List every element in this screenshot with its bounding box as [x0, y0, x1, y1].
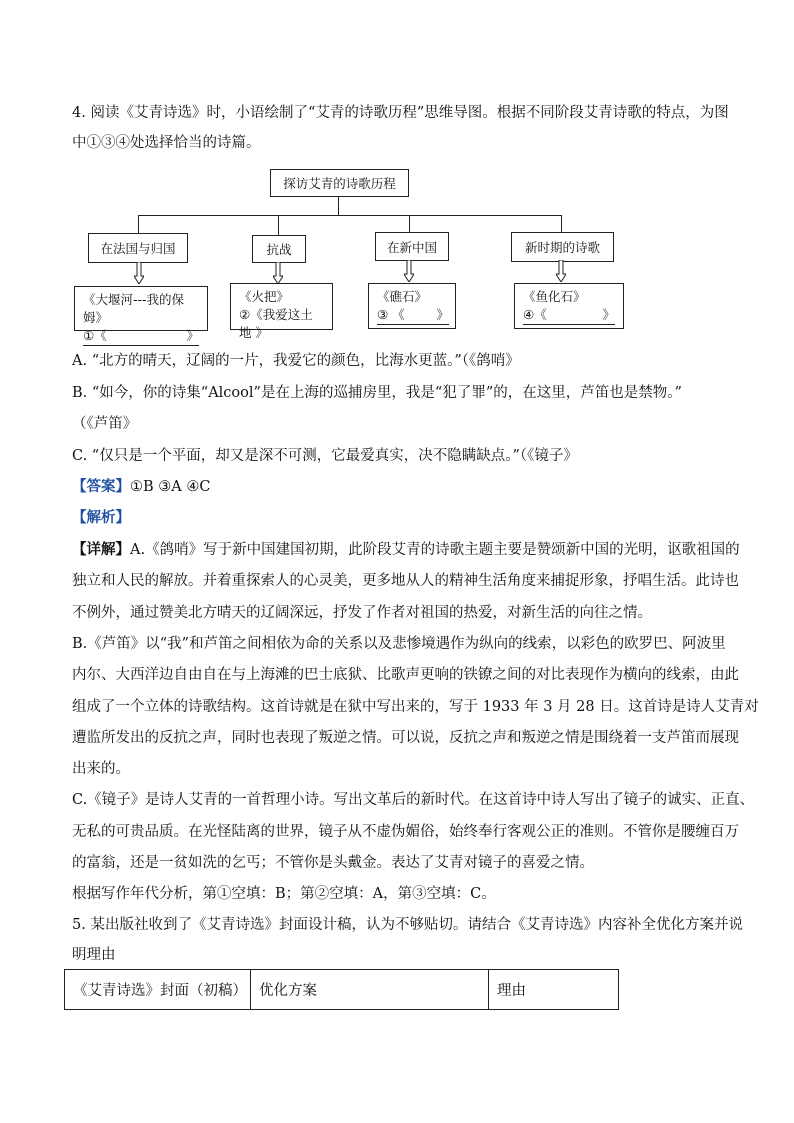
detail-line-4: B.《芦笛》以“我”和芦笛之间相依为命的关系以及悲惨境遇作为纵向的线索，以彩色的欧罗巴、阿波里 [72, 636, 726, 652]
stage-war: 抗战 [252, 235, 306, 263]
poem-1-title: 《大堰河---我的保姆》 [83, 292, 185, 325]
connector [278, 215, 279, 235]
connector [138, 215, 562, 216]
poem-box-2 [230, 283, 333, 340]
q5-table [64, 969, 619, 1010]
detail-line-10: 无私的可贵品质。在光怪陆离的世界，镜子从不虚伪媚俗，始终奉行客观公正的准则。不管你是腰缠百万 [72, 824, 739, 840]
poem-box-4 [514, 283, 624, 329]
option-b-line1: B. “如今，你的诗集“Alcool”是在上海的巡捕房里，我是“犯了罪”的，在这里，芦笛也是禁物。” [72, 385, 682, 401]
poem-2-title: 《火把》 [239, 289, 290, 304]
q5-stem-line1: 5. 某出版社收到了《艾青诗选》封面设计稿，认为不够贴切。请结合《艾青诗选》内容补全优化方案并说 [72, 917, 743, 933]
detail-line-3: 不例外，通过赞美北方晴天的辽阔深远，抒发了作者对祖国的热爱，对新生活的向往之情。 [72, 605, 652, 621]
q4-stem-line2: 中①③④处选择恰当的诗篇。 [72, 135, 261, 151]
table-header-reason: 理由 [489, 970, 619, 1010]
detail-line-6: 组成了一个立体的诗歌结构。这首诗就是在狱中写出来的，写于 1933 年 3 月 28 日。这首诗是诗人艾青对 [72, 699, 759, 715]
poem-2-answer: ②《我爱这土地 》 [239, 307, 313, 340]
table-row [65, 970, 619, 1010]
answer-label: 【答案】 [72, 478, 130, 495]
table-header-plan: 优化方案 [251, 970, 489, 1010]
poem-box-1 [74, 286, 208, 343]
down-arrow-icon [404, 260, 414, 282]
stage-new-china: 在新中国 [375, 232, 449, 261]
connector [561, 215, 562, 232]
option-c: C. “仅只是一个平面，却又是深不可测，它最爱真实，决不隐瞒缺点。”（《镜子》 [72, 448, 578, 464]
detail-line-1: 【详解】A.《鸽哨》写于新中国建国初期，此阶段艾青的诗歌主题主要是赞颂新中国的光明，讴歌祖国的 [72, 541, 740, 558]
stage-france: 在法国与归国 [88, 233, 188, 263]
table-header-cover: 《艾青诗选》封面（初稿） [65, 970, 251, 1010]
answer-line [72, 477, 210, 497]
connector [338, 196, 339, 215]
down-arrow-icon [556, 260, 566, 282]
stage-new-era: 新时期的诗歌 [511, 232, 614, 262]
mindmap-root: 探访艾青的诗歌历程 [270, 169, 409, 197]
detail-line-11: 的富翁，还是一贫如洗的乞丐；不管你是头戴金。表达了艾青对镜子的喜爱之情。 [72, 855, 594, 871]
detail-label: 【详解】 [72, 541, 130, 558]
option-a: A. “北方的晴天，辽阔的一片，我爱它的颜色，比海水更蓝。”（《鸽哨》 [72, 353, 520, 369]
poem-box-3 [368, 283, 456, 329]
connector [409, 215, 410, 232]
q5-stem-line2: 明理由 [72, 947, 116, 963]
detail-line-5: 内尔、大西洋边自由自在与上海滩的巴士底狱、比歌声更响的铁镣之间的对比表现作为横向的线索，由此 [72, 667, 739, 683]
answer-text: ①B ③A ④C [130, 479, 211, 495]
detail-line-7: 遭监所发出的反抗之声，同时也表现了叛逆之情。可以说，反抗之声和叛逆之情是围绕着一支芦笛而展现 [72, 730, 739, 746]
down-arrow-icon [273, 262, 283, 284]
detail-line-9: C.《镜子》是诗人艾青的一首哲理小诗。写出文革后的新时代。在这首诗中诗人写出了镜子的诚实、正直、 [72, 792, 755, 808]
poem-4-blank: ④《 》 [523, 306, 615, 325]
poem-3-title: 《礁石》 [377, 289, 428, 304]
detail-line-8: 出来的。 [72, 761, 130, 777]
down-arrow-icon [134, 262, 144, 284]
detail-line-12: 根据写作年代分析，第①空填：B；第②空填：A，第③空填：C。 [72, 886, 496, 902]
analysis-label: 【解析】 [72, 509, 130, 526]
detail-line-2: 独立和人民的解放。并着重探索人的心灵美，更多地从人的精神生活角度来捕捉形象，抒唱生活。此诗也 [72, 573, 739, 589]
poem-3-blank: ③ 《 》 [377, 306, 449, 325]
connector [138, 215, 139, 233]
q4-stem-line1: 4. 阅读《艾青诗选》时，小语绘制了“艾青的诗歌历程”思维导图。根据不同阶段艾青诗歌的特点，为图 [72, 105, 729, 121]
option-b-line2: （《芦笛》 [72, 416, 138, 432]
poem-4-title: 《鱼化石》 [523, 289, 586, 304]
poem-1-blank: ①《 》 [83, 327, 199, 346]
